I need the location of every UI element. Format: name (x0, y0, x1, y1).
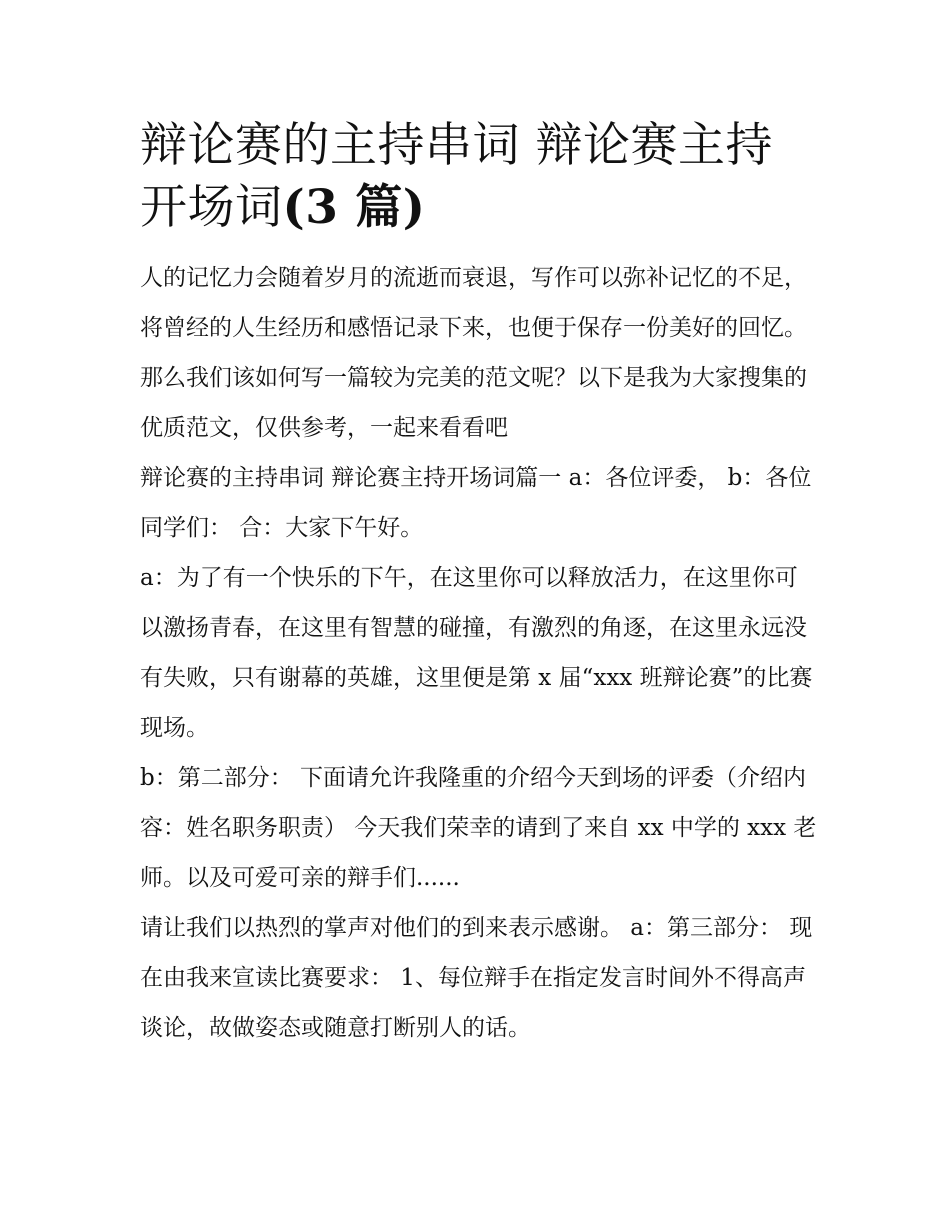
document-title-text: 辩论赛的主持串词 辩论赛主持开场词 (140, 118, 773, 235)
paragraph-opening: 辩论赛的主持串词 辩论赛主持开场词篇一 a：各位评委， b：各位同学们： 合：大家下午好。 (140, 465, 812, 541)
paragraph-part-three: 请让我们以热烈的掌声对他们的到来表示感谢。 a：第三部分： 现在由我来宣读比赛要求： 1、每位辩手在指定发言时间外不得高声谈论，故做姿态或随意打断别人的话。 (140, 915, 813, 1041)
document-content (140, 115, 820, 1053)
document-title (140, 115, 820, 239)
paragraph-part-two: b：第二部分： 下面请允许我隆重的介绍今天到场的评委（介绍内容：姓名职务职责） 今天我们荣幸的请到了来自 xx 中学的 xxx 老师。以及可爱可亲的辩手们...... (140, 765, 817, 891)
paragraph-intro: 人的记忆力会随着岁月的流逝而衰退，写作可以弥补记忆的不足，将曾经的人生经历和感悟记录下来，也便于保存一份美好的回忆。那么我们该如何写一篇较为完美的范文呢？以下是我为大家搜集的优质范文，仅供参考，一起来看看吧 (140, 265, 807, 441)
document-title-count: (3 篇) (282, 180, 426, 235)
paragraph-part-one: a：为了有一个快乐的下午，在这里你可以释放活力，在这里你可以激扬青春，在这里有智慧的碰撞，有激烈的角逐，在这里永远没有失败，只有谢幕的英雄，这里便是第 x 届“xxx 班辩论赛”的比赛现场。 (140, 565, 813, 741)
